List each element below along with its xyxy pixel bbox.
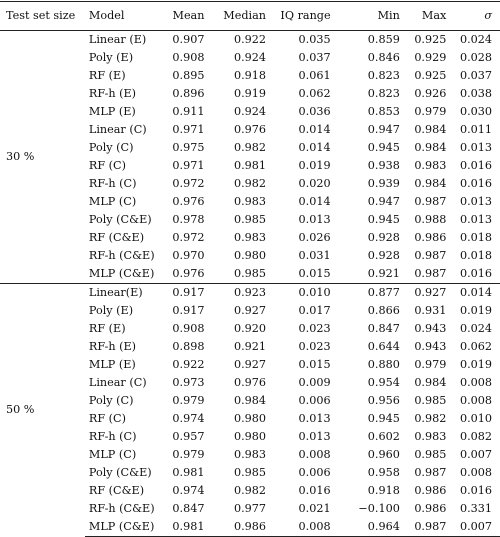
sigma-cell: 0.038 — [459, 87, 492, 100]
mean-cell: 0.908 — [172, 322, 205, 335]
mean-cell: 0.847 — [172, 502, 205, 515]
iq-range-cell: 0.009 — [298, 376, 331, 389]
min-cell: 0.939 — [367, 177, 400, 190]
sigma-cell: 0.018 — [459, 231, 492, 244]
max-cell: 0.987 — [408, 518, 455, 537]
median-cell: 0.920 — [233, 322, 266, 335]
model-cell: MLP (E) — [88, 358, 136, 371]
min-cell: 0.928 — [367, 249, 400, 262]
min-cell: 0.921 — [367, 267, 400, 280]
median-cell: 0.976 — [233, 123, 266, 136]
max-cell: 0.984 — [414, 376, 447, 389]
model-cell: Poly (C) — [88, 394, 134, 407]
iq-range-cell: 0.017 — [298, 304, 331, 317]
model-cell: MLP (C&E) — [88, 267, 155, 280]
mean-cell: 0.917 — [166, 284, 213, 303]
iq-range-cell: 0.019 — [298, 159, 331, 172]
model-cell: Linear (E) — [88, 33, 147, 46]
model-cell: RF (E) — [88, 69, 126, 82]
iq-range-cell: 0.013 — [298, 430, 331, 443]
model-cell: RF (C&E) — [88, 484, 145, 497]
min-cell: 0.945 — [367, 141, 400, 154]
header-iq-range: IQ range — [280, 9, 331, 22]
min-cell: 0.918 — [367, 484, 400, 497]
median-cell: 0.980 — [233, 412, 266, 425]
min-cell: 0.928 — [367, 231, 400, 244]
min-cell: 0.823 — [367, 87, 400, 100]
max-cell: 0.979 — [414, 105, 447, 118]
iq-range-cell: 0.026 — [298, 231, 331, 244]
median-cell: 0.982 — [233, 141, 266, 154]
header-test-set-size: Test set size — [6, 9, 76, 22]
mean-cell: 0.974 — [172, 484, 205, 497]
min-cell: 0.847 — [367, 322, 400, 335]
max-cell: 0.925 — [414, 69, 447, 82]
min-cell: 0.956 — [367, 394, 400, 407]
sigma-cell: 0.016 — [459, 159, 492, 172]
min-cell: 0.866 — [367, 304, 400, 317]
sigma-cell: 0.011 — [459, 123, 492, 136]
median-cell: 0.982 — [233, 177, 266, 190]
model-cell: Linear (C) — [88, 123, 147, 136]
sigma-cell: 0.013 — [459, 195, 492, 208]
iq-range-cell: 0.015 — [298, 358, 331, 371]
min-cell: 0.823 — [367, 69, 400, 82]
iq-range-cell: 0.006 — [298, 466, 331, 479]
min-cell: 0.853 — [367, 105, 400, 118]
header-mean: Mean — [172, 9, 205, 22]
iq-range-cell: 0.013 — [298, 213, 331, 226]
sigma-cell: 0.030 — [459, 105, 492, 118]
header-median: Median — [223, 9, 266, 22]
iq-range-cell: 0.014 — [298, 123, 331, 136]
sigma-cell: 0.013 — [459, 213, 492, 226]
model-cell: MLP (C) — [88, 448, 137, 461]
model-cell: RF (C&E) — [88, 231, 145, 244]
model-cell: Poly (E) — [88, 51, 134, 64]
max-cell: 0.986 — [414, 231, 447, 244]
iq-range-cell: 0.014 — [298, 141, 331, 154]
min-cell: 0.947 — [367, 195, 400, 208]
median-cell: 0.918 — [233, 69, 266, 82]
sigma-cell: 0.082 — [459, 430, 492, 443]
min-cell: −0.100 — [358, 502, 400, 515]
iq-range-cell: 0.014 — [298, 195, 331, 208]
model-cell: RF (C) — [88, 159, 126, 172]
iq-range-cell: 0.006 — [298, 394, 331, 407]
iq-range-cell: 0.016 — [298, 484, 331, 497]
mean-cell: 0.975 — [172, 141, 205, 154]
sigma-cell: 0.062 — [459, 340, 492, 353]
max-cell: 0.986 — [414, 502, 447, 515]
sigma-cell: 0.016 — [459, 177, 492, 190]
model-cell: Poly (C&E) — [88, 466, 152, 479]
sigma-cell: 0.018 — [459, 249, 492, 262]
iq-range-cell: 0.035 — [298, 33, 331, 46]
sigma-cell: 0.008 — [459, 394, 492, 407]
sigma-cell: 0.013 — [459, 141, 492, 154]
iq-range-cell: 0.031 — [298, 249, 331, 262]
iq-range-cell: 0.008 — [274, 518, 339, 537]
mean-cell: 0.979 — [172, 394, 205, 407]
max-cell: 0.987 — [414, 466, 447, 479]
mean-cell: 0.979 — [172, 448, 205, 461]
table-row — [0, 31, 500, 50]
table-row — [0, 284, 500, 303]
model-cell: RF-h (E) — [88, 87, 137, 100]
sigma-cell: 0.028 — [459, 51, 492, 64]
max-cell: 0.982 — [414, 412, 447, 425]
max-cell: 0.988 — [414, 213, 447, 226]
median-cell: 0.985 — [233, 213, 266, 226]
min-cell: 0.602 — [367, 430, 400, 443]
median-cell: 0.923 — [212, 284, 274, 303]
mean-cell: 0.957 — [172, 430, 205, 443]
min-cell: 0.644 — [367, 340, 400, 353]
median-cell: 0.983 — [233, 231, 266, 244]
iq-range-cell: 0.013 — [298, 412, 331, 425]
max-cell: 0.931 — [414, 304, 447, 317]
max-cell: 0.943 — [414, 340, 447, 353]
sigma-cell: 0.331 — [459, 502, 492, 515]
model-cell: RF (C) — [88, 412, 126, 425]
sigma-cell: 0.010 — [459, 412, 492, 425]
header-row — [0, 2, 500, 31]
max-cell: 0.984 — [414, 123, 447, 136]
mean-cell: 0.922 — [172, 358, 205, 371]
iq-range-cell: 0.036 — [298, 105, 331, 118]
mean-cell: 0.978 — [172, 213, 205, 226]
median-cell: 0.924 — [233, 105, 266, 118]
iq-range-cell: 0.062 — [298, 87, 331, 100]
median-cell: 0.919 — [233, 87, 266, 100]
max-cell: 0.926 — [414, 87, 447, 100]
mean-cell: 0.971 — [172, 123, 205, 136]
sigma-cell: 0.019 — [459, 304, 492, 317]
median-cell: 0.982 — [233, 484, 266, 497]
mean-cell: 0.911 — [172, 105, 205, 118]
model-cell: RF (E) — [88, 322, 126, 335]
sigma-cell: 0.014 — [454, 284, 500, 303]
sigma-cell: 0.008 — [459, 376, 492, 389]
median-cell: 0.983 — [233, 448, 266, 461]
max-cell: 0.929 — [414, 51, 447, 64]
table-body — [0, 31, 500, 537]
median-cell: 0.927 — [233, 358, 266, 371]
max-cell: 0.979 — [414, 358, 447, 371]
model-cell: Poly (E) — [88, 304, 134, 317]
sigma-cell: 0.016 — [459, 484, 492, 497]
mean-cell: 0.981 — [166, 518, 213, 537]
median-cell: 0.976 — [233, 376, 266, 389]
median-cell: 0.924 — [233, 51, 266, 64]
mean-cell: 0.917 — [172, 304, 205, 317]
model-cell: RF-h (C) — [88, 430, 137, 443]
mean-cell: 0.896 — [172, 87, 205, 100]
max-cell: 0.987 — [414, 195, 447, 208]
test-set-size-cell: 50 % — [0, 284, 85, 537]
max-cell: 0.983 — [414, 430, 447, 443]
max-cell: 0.984 — [414, 177, 447, 190]
iq-range-cell: 0.021 — [298, 502, 331, 515]
median-cell: 0.922 — [233, 33, 266, 46]
min-cell: 0.945 — [367, 412, 400, 425]
min-cell: 0.947 — [367, 123, 400, 136]
header-sigma: σ — [484, 9, 492, 22]
results-table — [0, 1, 500, 537]
min-cell: 0.846 — [367, 51, 400, 64]
max-cell: 0.927 — [408, 284, 455, 303]
mean-cell: 0.971 — [172, 159, 205, 172]
iq-range-cell: 0.023 — [298, 340, 331, 353]
max-cell: 0.983 — [414, 159, 447, 172]
min-cell: 0.964 — [339, 518, 408, 537]
model-cell: Linear(E) — [85, 284, 166, 303]
mean-cell: 0.974 — [172, 412, 205, 425]
iq-range-cell: 0.010 — [274, 284, 339, 303]
mean-cell: 0.898 — [172, 340, 205, 353]
mean-cell: 0.981 — [172, 466, 205, 479]
median-cell: 0.980 — [233, 430, 266, 443]
header-max: Max — [421, 9, 447, 22]
mean-cell: 0.972 — [172, 231, 205, 244]
header-min: Min — [377, 9, 400, 22]
mean-cell: 0.895 — [172, 69, 205, 82]
iq-range-cell: 0.037 — [298, 51, 331, 64]
mean-cell: 0.907 — [172, 33, 205, 46]
mean-cell: 0.908 — [172, 51, 205, 64]
median-cell: 0.986 — [212, 518, 274, 537]
header-model: Model — [88, 9, 125, 22]
min-cell: 0.960 — [367, 448, 400, 461]
model-cell: Poly (C) — [88, 141, 134, 154]
mean-cell: 0.970 — [172, 249, 205, 262]
sigma-cell: 0.019 — [459, 358, 492, 371]
model-cell: Poly (C&E) — [88, 213, 152, 226]
median-cell: 0.983 — [233, 195, 266, 208]
mean-cell: 0.973 — [172, 376, 205, 389]
min-cell: 0.958 — [367, 466, 400, 479]
model-cell: MLP (C) — [88, 195, 137, 208]
sigma-cell: 0.008 — [459, 466, 492, 479]
max-cell: 0.987 — [414, 249, 447, 262]
mean-cell: 0.972 — [172, 177, 205, 190]
max-cell: 0.985 — [414, 394, 447, 407]
min-cell: 0.954 — [367, 376, 400, 389]
sigma-cell: 0.016 — [459, 267, 492, 280]
max-cell: 0.985 — [414, 448, 447, 461]
median-cell: 0.980 — [233, 249, 266, 262]
max-cell: 0.986 — [414, 484, 447, 497]
median-cell: 0.921 — [233, 340, 266, 353]
iq-range-cell: 0.008 — [298, 448, 331, 461]
max-cell: 0.943 — [414, 322, 447, 335]
sigma-cell: 0.024 — [459, 322, 492, 335]
iq-range-cell: 0.061 — [298, 69, 331, 82]
iq-range-cell: 0.020 — [298, 177, 331, 190]
median-cell: 0.927 — [233, 304, 266, 317]
median-cell: 0.977 — [233, 502, 266, 515]
median-cell: 0.981 — [233, 159, 266, 172]
min-cell: 0.880 — [367, 358, 400, 371]
sigma-cell: 0.007 — [459, 448, 492, 461]
min-cell: 0.877 — [339, 284, 408, 303]
model-cell: RF-h (C&E) — [88, 249, 155, 262]
model-cell: MLP (C&E) — [85, 518, 166, 537]
min-cell: 0.945 — [367, 213, 400, 226]
median-cell: 0.984 — [233, 394, 266, 407]
sigma-cell: 0.024 — [459, 33, 492, 46]
model-cell: RF-h (E) — [88, 340, 137, 353]
median-cell: 0.985 — [233, 466, 266, 479]
sigma-cell: 0.037 — [459, 69, 492, 82]
iq-range-cell: 0.015 — [298, 267, 331, 280]
model-cell: RF-h (C&E) — [88, 502, 155, 515]
sigma-cell: 0.007 — [454, 518, 500, 537]
model-cell: Linear (C) — [88, 376, 147, 389]
max-cell: 0.987 — [414, 267, 447, 280]
model-cell: RF-h (C) — [88, 177, 137, 190]
min-cell: 0.859 — [367, 33, 400, 46]
iq-range-cell: 0.023 — [298, 322, 331, 335]
max-cell: 0.984 — [414, 141, 447, 154]
mean-cell: 0.976 — [172, 195, 205, 208]
median-cell: 0.985 — [233, 267, 266, 280]
max-cell: 0.925 — [414, 33, 447, 46]
mean-cell: 0.976 — [172, 267, 205, 280]
min-cell: 0.938 — [367, 159, 400, 172]
model-cell: MLP (E) — [88, 105, 136, 118]
test-set-size-cell: 30 % — [6, 150, 35, 163]
